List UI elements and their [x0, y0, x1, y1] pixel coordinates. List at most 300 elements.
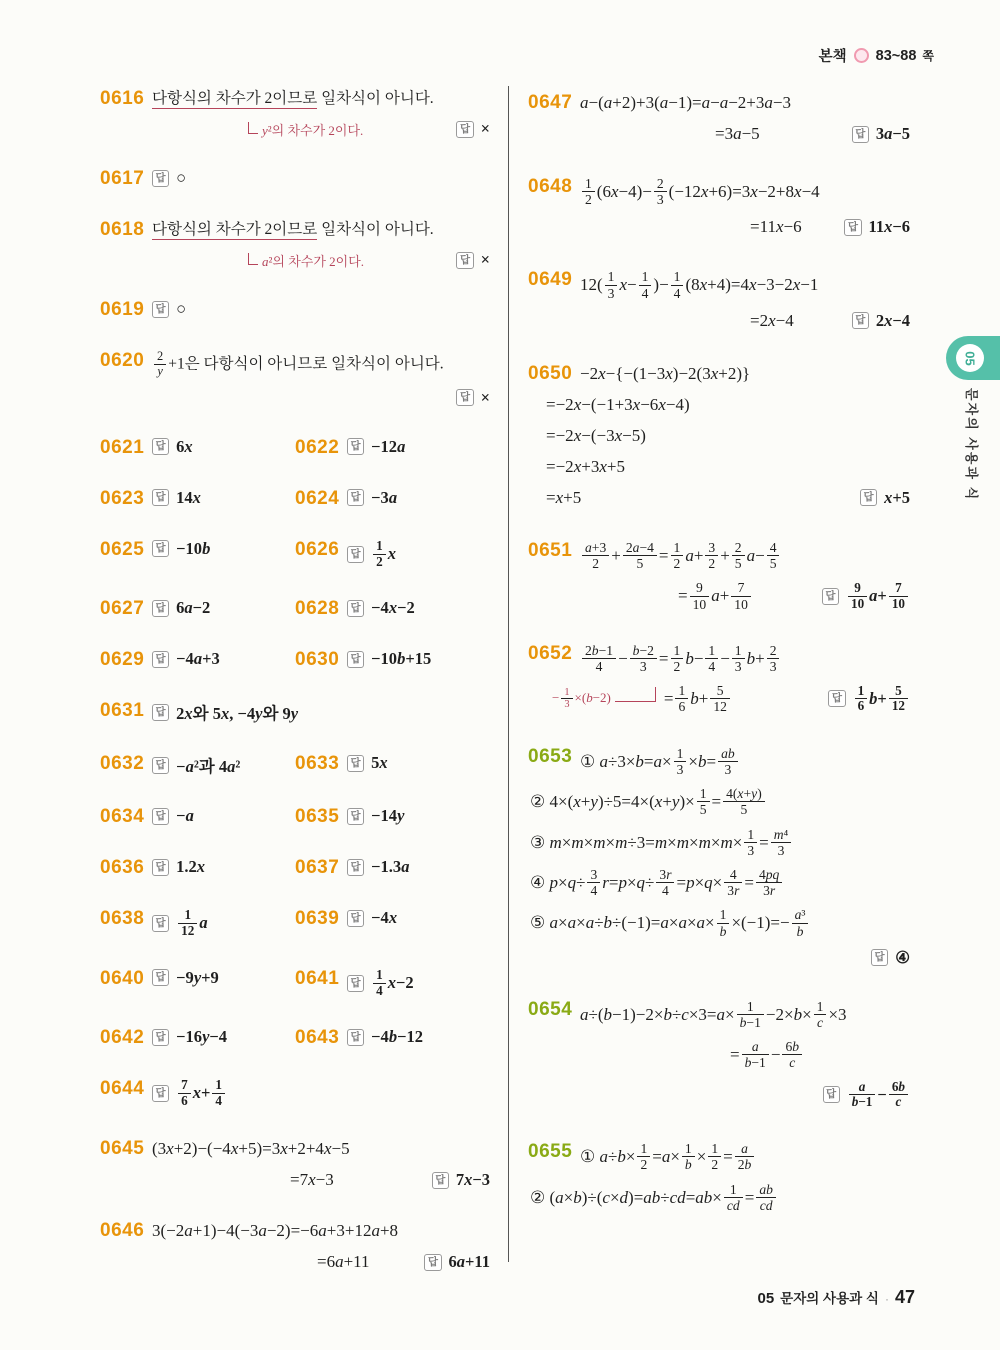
solution-row: [580, 1080, 910, 1111]
problem-number: 0622: [295, 436, 340, 458]
solution-row: [580, 176, 910, 207]
problem-number: 0617: [100, 168, 145, 189]
problem-0646: [100, 1220, 490, 1273]
answer-value: −16y−4: [176, 1027, 228, 1047]
math-expression: ⑤ a×a×a÷b÷(−1)=a×a×a× $\frac{1}{b}$ ×(−1)=− $\frac{\text{a³}}{b}$: [530, 907, 810, 938]
problem-body: [347, 1027, 490, 1047]
problem-number: 0621: [100, 436, 145, 458]
answer-group: [848, 488, 910, 508]
math-expression: ③ m×m×m×m÷3=m×m×m×m× $\frac{1}{3}$ = $\frac{\text{m⁴}}{3}$: [530, 827, 793, 858]
problem-number: 0648: [528, 176, 573, 197]
problem-0635: [295, 806, 490, 828]
problem-0621: [100, 437, 295, 459]
answer-value: −4x−2: [371, 598, 415, 618]
math-expression: $\frac{1}{2}$ (6x−4)− $\frac{2}{3}$ (−12x+6)=3x−2+8x−4: [580, 176, 820, 207]
problem-0634: [100, 806, 295, 828]
problem-number: 0636: [100, 857, 145, 879]
problem-number: 0645: [100, 1138, 145, 1160]
problem-0649: [528, 269, 910, 331]
math-expression: = $\frac{1}{6}$ b+ $\frac{5}{12}$: [664, 683, 732, 714]
math-expression: ② 4×(x+y)÷5=4×(x+y)× $\frac{1}{5}$ = $\frac{4(x+y)}{5}$: [530, 786, 767, 817]
solution-row: [580, 363, 910, 385]
problem-body: [152, 1138, 490, 1191]
problem-body: [152, 598, 295, 618]
answer-icon: 답: [152, 600, 169, 617]
math-expression: =2x−4: [750, 310, 794, 330]
problem-0633: [295, 753, 490, 777]
answer-group: [840, 311, 910, 331]
answer-icon: 답: [152, 438, 169, 455]
problem-number: 0638: [100, 908, 145, 930]
problem-0654: [528, 999, 910, 1110]
right-column: [528, 92, 910, 1244]
math-expression: a÷(b−1)−2×b÷c×3=a× $\frac{1}{b-1}$ −2×b× $\frac{1}{c}$ ×3: [580, 998, 847, 1031]
problem-number: 0626: [295, 538, 340, 560]
answer-icon: 답: [152, 859, 169, 876]
answer-icon: 답: [347, 489, 364, 506]
answer-value: −4a+3: [176, 649, 220, 669]
solution-row: [248, 119, 490, 139]
solution-row: [580, 1141, 910, 1172]
answer-icon: 답: [347, 546, 364, 563]
solution-row: [290, 1169, 490, 1191]
problem-body: [152, 88, 490, 139]
problem-0637: [295, 857, 490, 879]
answer-value: 5x: [371, 753, 388, 773]
answer-icon: 답: [152, 704, 169, 721]
math-expression: 다항식의 차수가 2이므로 일차식이 아니다.: [152, 90, 434, 107]
solution-row: [347, 753, 490, 773]
answer-value: −1.3a: [371, 857, 410, 877]
problem-body: [152, 908, 295, 939]
answer-value: ×: [480, 250, 490, 269]
answer-icon: 답: [152, 1029, 169, 1046]
answer-group: [412, 1252, 490, 1272]
answer-icon: 답: [152, 540, 169, 557]
problem-0632: [100, 753, 295, 777]
problem-number: 0629: [100, 649, 145, 671]
solution-row: [546, 394, 910, 416]
problem-number: 0650: [528, 362, 573, 384]
solution-row: [715, 123, 910, 145]
header-page-suffix: 쪽: [922, 49, 934, 63]
problem-body: [580, 999, 910, 1110]
problem-0618: [100, 219, 490, 270]
answer-icon: 답: [347, 438, 364, 455]
answer-value: −12a: [371, 436, 406, 456]
annotation-elbow-icon: [615, 687, 656, 702]
problem-body: [347, 857, 490, 877]
page-header: [819, 45, 934, 66]
problem-0623: [100, 488, 295, 510]
math-expression: ① a÷3×b=a× $\frac{1}{3}$ ×b= $\frac{ab}{3}$: [580, 746, 740, 777]
problem-0645: [100, 1138, 490, 1191]
problem-body: [152, 857, 295, 877]
annotation-elbow-icon: [248, 122, 258, 134]
footer-chapter-number: 05: [757, 1290, 775, 1307]
solution-row: [248, 250, 490, 270]
problem-number: 0628: [295, 598, 340, 620]
solution-row: [546, 456, 910, 478]
problem-body: [152, 649, 295, 669]
problem-0619: [100, 299, 490, 321]
answer-icon: 답: [456, 252, 473, 269]
answer-icon: 답: [152, 651, 169, 668]
solution-row: [152, 388, 490, 408]
answer-value: −3a: [371, 487, 398, 507]
solution-row: [750, 216, 910, 238]
problem-body: [347, 908, 490, 928]
problem-number: 0639: [295, 908, 340, 930]
problem-0625: [100, 539, 295, 570]
problem-0653: [528, 746, 910, 968]
answer-value: $\frac{7}{6}$ x+ $\frac{1}{4}$: [176, 1078, 227, 1109]
solution-row: [678, 580, 910, 611]
solution-row: [152, 168, 490, 188]
solution-row: [152, 857, 295, 877]
problem-0624: [295, 488, 490, 510]
problem-number: 0620: [100, 350, 145, 371]
math-expression: $\frac{a+3}{2}$ + $\frac{2a-4}{5}$ = $\frac{1}{2}$ a+ $\frac{3}{2}$ + $\frac{2}{5}$ a− $\frac{4}{5}$: [580, 540, 781, 571]
problem-0644: [100, 1078, 490, 1109]
solution-row: [347, 1027, 490, 1047]
solution-row: [152, 968, 295, 988]
problem-0647: [528, 92, 910, 145]
solution-row: [580, 999, 910, 1030]
footer-chapter-title: 문자의 사용과 식: [780, 1291, 879, 1306]
answer-icon: 답: [871, 949, 888, 966]
math-expression: a−(a+2)+3(a−1)=a−a−2+3a−3: [580, 93, 791, 112]
answer-value: −4x: [371, 908, 398, 928]
chapter-side-title: 문자의 사용과 식: [964, 388, 979, 502]
solution-row: [580, 540, 910, 571]
problem-body: [347, 437, 490, 457]
math-expression: = $\frac{9}{10}$ a+ $\frac{7}{10}$: [678, 580, 753, 611]
answer-value: ×: [480, 387, 490, 407]
answer-value: 1.2x: [176, 857, 206, 877]
answer-value: 2x와 5x, −4y와 9y: [176, 704, 299, 724]
math-expression: ① a÷b× $\frac{1}{2}$ =a× $\frac{1}{b}$ × $\frac{1}{2}$ = $\frac{a}{2b}$: [580, 1141, 756, 1172]
answer-icon: 답: [347, 975, 364, 992]
answer-value: 6x: [176, 436, 193, 456]
chapter-number: 05: [962, 350, 978, 366]
answer-icon: 답: [347, 600, 364, 617]
problem-body: [580, 269, 910, 331]
answer-group: [420, 1170, 490, 1190]
solution-row: [530, 827, 910, 858]
problem-body: [152, 968, 295, 988]
problem-body: [152, 168, 490, 188]
answer-value: 3a−5: [875, 124, 910, 143]
problem-body: [152, 488, 295, 508]
red-annotation: − $\frac{1}{3}$ ×(b−2): [552, 686, 611, 711]
math-expression: (3x+2)−(−4x+5)=3x+2+4x−5: [152, 1139, 350, 1159]
problem-0639: [295, 908, 490, 939]
math-expression: $\frac{2}{y}$ +1은 다항식이 아니므로 일차식이 아니다.: [152, 350, 444, 379]
problem-body: [347, 649, 490, 669]
answer-value: −a²과 4a²: [176, 757, 241, 777]
problem-0626: [295, 539, 490, 570]
footer-page-number: 47: [894, 1287, 915, 1307]
solution-row: [347, 649, 490, 669]
answer-value: $\frac{a}{b-1}$ − $\frac{6b}{c}$: [847, 1080, 910, 1111]
problem-0640: [100, 968, 295, 999]
problem-number: 0653: [528, 745, 573, 767]
header-book-label: 본책: [818, 49, 847, 65]
solution-row: [530, 907, 910, 938]
math-expression: =11x−6: [750, 217, 802, 237]
answer-value: −4b−12: [371, 1027, 423, 1047]
problem-0643: [295, 1027, 490, 1049]
answer-icon: 답: [822, 588, 839, 605]
answer-group: [859, 948, 910, 968]
answer-group: [444, 119, 490, 139]
chapter-side-tab: [946, 336, 1000, 380]
problem-number: 0655: [528, 1141, 573, 1163]
answer-icon: 답: [152, 915, 169, 932]
problem-body: [152, 1220, 490, 1273]
solution-row: [152, 539, 295, 559]
solution-row: [347, 539, 490, 570]
solution-row: [552, 683, 910, 714]
answer-value: ④: [895, 947, 910, 967]
problem-number: 0634: [100, 806, 145, 828]
math-expression: $\frac{2b-1}{4}$ − $\frac{b-2}{3}$ = $\frac{1}{2}$ b− $\frac{1}{4}$ − $\frac{1}{3}$ b+ $\frac{2}{3}$: [580, 643, 781, 674]
annotation-elbow-icon: [248, 253, 258, 265]
solution-row: [152, 700, 490, 724]
math-expression: ④ p×q÷ $\frac{3}{4}$ r=p×q÷ $\frac{3r}{4}$ =p×q× $\frac{4}{3r}$ = $\frac{4pq}{3r}$: [530, 867, 784, 898]
problem-number: 0642: [100, 1027, 145, 1049]
answer-value: ○: [176, 168, 187, 187]
solution-row: [580, 92, 910, 114]
problem-body: [347, 806, 490, 826]
math-expression: =−2x+3x+5: [546, 456, 625, 476]
math-expression: 3(−2a+1)−4(−3a−2)=−6a+3+12a+8: [152, 1221, 399, 1241]
answer-value: 7x−3: [455, 1170, 490, 1190]
problem-number: 0618: [100, 219, 145, 240]
answer-icon: 답: [347, 910, 364, 927]
answer-icon: 답: [828, 690, 845, 707]
solution-row: [580, 643, 910, 674]
problem-body: [152, 539, 295, 559]
solution-row: [152, 488, 295, 508]
solution-row: [347, 968, 490, 999]
column-divider: [508, 86, 509, 1262]
solution-row: [730, 1039, 910, 1070]
problem-0642: [100, 1027, 295, 1049]
problem-0627: [100, 598, 295, 620]
answer-value: $\frac{1}{12}$ a: [176, 908, 207, 939]
solution-row: [317, 1251, 490, 1273]
answer-icon: 답: [823, 1086, 840, 1103]
answer-icon: 답: [852, 126, 869, 143]
math-expression: =−2x−(−3x−5): [546, 425, 646, 445]
answer-value: −10b+15: [371, 649, 432, 669]
problem-0620: [100, 350, 490, 408]
answer-icon: 답: [152, 1085, 169, 1102]
page-footer: [757, 1287, 915, 1308]
answer-icon: 답: [152, 969, 169, 986]
left-column: [100, 88, 490, 1302]
answer-value: 14x: [176, 487, 201, 507]
problem-body: [347, 598, 490, 618]
solution-row: [580, 746, 910, 777]
answer-icon: 답: [860, 489, 877, 506]
solution-row: [580, 948, 910, 968]
problem-number: 0641: [295, 967, 340, 989]
problem-body: [552, 642, 910, 715]
solution-row: [347, 857, 490, 877]
problem-number: 0635: [295, 806, 340, 828]
problem-number: 0631: [100, 700, 145, 722]
answer-value: −a: [176, 806, 194, 826]
problem-number: 0616: [100, 88, 145, 109]
answer-icon: 답: [152, 170, 169, 187]
problem-0636: [100, 857, 295, 879]
problem-number: 0630: [295, 649, 340, 671]
answer-value: −10b: [176, 538, 211, 558]
problem-number: 0654: [528, 998, 573, 1020]
solution-row: [530, 1182, 910, 1213]
solution-row: [152, 437, 295, 457]
answer-icon: 답: [347, 808, 364, 825]
answer-group: [832, 217, 910, 237]
page-marker-icon: [854, 48, 869, 63]
answer-group: [444, 388, 490, 408]
problem-0652: [528, 643, 910, 715]
answer-icon: 답: [456, 121, 473, 138]
answer-group: [811, 1080, 910, 1111]
math-expression: =6a+11: [317, 1252, 370, 1272]
answer-group: [840, 124, 910, 144]
solution-row: [152, 908, 295, 939]
solution-row: [152, 299, 490, 319]
problem-number: 0646: [100, 1220, 145, 1242]
answer-icon: 답: [844, 219, 861, 236]
solution-row: [580, 269, 910, 300]
problem-number: 0647: [528, 92, 573, 113]
problem-number: 0627: [100, 598, 145, 620]
answer-icon: 답: [432, 1172, 449, 1189]
solution-row: [152, 88, 490, 110]
solution-row: [152, 1027, 295, 1047]
solution-row: [347, 908, 490, 928]
problem-number: 0619: [100, 299, 145, 320]
answer-icon: 답: [347, 651, 364, 668]
problem-body: [152, 700, 490, 724]
problem-number: 0637: [295, 857, 340, 879]
problem-body: [580, 92, 910, 145]
problem-body: [152, 753, 295, 777]
math-expression: 다항식의 차수가 2이므로 일차식이 아니다.: [152, 221, 434, 238]
problem-number: 0652: [528, 642, 573, 664]
problem-0617: [100, 168, 490, 190]
footer-separator: ·: [884, 1292, 889, 1306]
problem-number: 0644: [100, 1078, 145, 1100]
math-expression: 12( $\frac{1}{3}$ x− $\frac{1}{4}$ )− $\frac{1}{4}$ (8x+4)=4x−3−2x−1: [580, 269, 819, 301]
math-expression: =3a−5: [715, 124, 760, 143]
problem-number: 0632: [100, 753, 145, 775]
solution-row: [546, 487, 910, 509]
solution-row: [152, 649, 295, 669]
solution-row: [347, 598, 490, 618]
answer-icon: 답: [347, 1029, 364, 1046]
problem-number: 0633: [295, 753, 340, 775]
solution-row: [152, 598, 295, 618]
problem-0628: [295, 598, 490, 620]
solution-row: [347, 806, 490, 826]
answer-value: −14y: [371, 806, 405, 826]
problem-body: [152, 219, 490, 270]
problem-number: 0623: [100, 487, 145, 509]
answer-icon: 답: [852, 312, 869, 329]
answer-value: $\frac{1}{4}$ x−2: [371, 968, 414, 999]
math-expression: =−2x−(−1+3x−6x−4): [546, 394, 690, 414]
solution-row: [530, 867, 910, 898]
problem-body: [347, 753, 490, 773]
problem-0648: [528, 176, 910, 238]
answer-group: [816, 684, 910, 715]
problem-body: [152, 1078, 490, 1109]
solution-row: [152, 1220, 490, 1242]
answer-icon: 답: [152, 489, 169, 506]
problem-number: 0640: [100, 967, 145, 989]
answer-icon: 답: [424, 1254, 441, 1271]
answer-icon: 답: [152, 757, 169, 774]
problem-0641: [295, 968, 490, 999]
problem-body: [152, 1027, 295, 1047]
answer-value: 6a+11: [448, 1252, 490, 1272]
problem-body: [152, 437, 295, 457]
answer-value: 6a−2: [176, 598, 211, 618]
answer-value: ○: [176, 299, 187, 318]
math-expression: ② (a×b)÷(c×d)=ab÷cd=ab× $\frac{1}{cd}$ = $\frac{ab}{cd}$: [530, 1182, 778, 1213]
math-expression: −2x−{−(1−3x)−2(3x+2)}: [580, 363, 751, 383]
math-expression: =x+5: [546, 487, 582, 507]
solution-row: [152, 219, 490, 241]
answer-icon: 답: [456, 389, 473, 406]
solution-row: [152, 753, 295, 777]
red-annotation: a²의 차수가 2이다.: [262, 253, 364, 269]
math-expression: = $\frac{a}{b-1}$ − $\frac{6b}{c}$: [730, 1039, 804, 1070]
problem-body: [152, 350, 490, 408]
chapter-number-badge: [956, 344, 984, 372]
problem-body: [347, 968, 490, 999]
solution-row: [152, 1138, 490, 1160]
problem-body: [347, 488, 490, 508]
answer-icon: 답: [347, 859, 364, 876]
red-annotation: y²의 차수가 2이다.: [262, 122, 364, 138]
problem-0631: [100, 700, 490, 724]
problem-0630: [295, 649, 490, 671]
solution-row: [750, 310, 910, 332]
problem-0629: [100, 649, 295, 671]
problem-0655: [528, 1141, 910, 1213]
solution-row: [152, 806, 295, 826]
math-expression: =7x−3: [290, 1170, 334, 1190]
problem-body: [580, 176, 910, 238]
problem-0622: [295, 437, 490, 459]
answer-value: 11x−6: [868, 217, 910, 237]
problem-body: [580, 540, 910, 612]
problem-0638: [100, 908, 295, 939]
answer-value: ×: [480, 119, 490, 138]
solution-row: [152, 350, 490, 379]
problem-number: 0651: [528, 539, 573, 561]
problem-0651: [528, 540, 910, 612]
problem-number: 0649: [528, 269, 573, 291]
answer-icon: 답: [347, 755, 364, 772]
